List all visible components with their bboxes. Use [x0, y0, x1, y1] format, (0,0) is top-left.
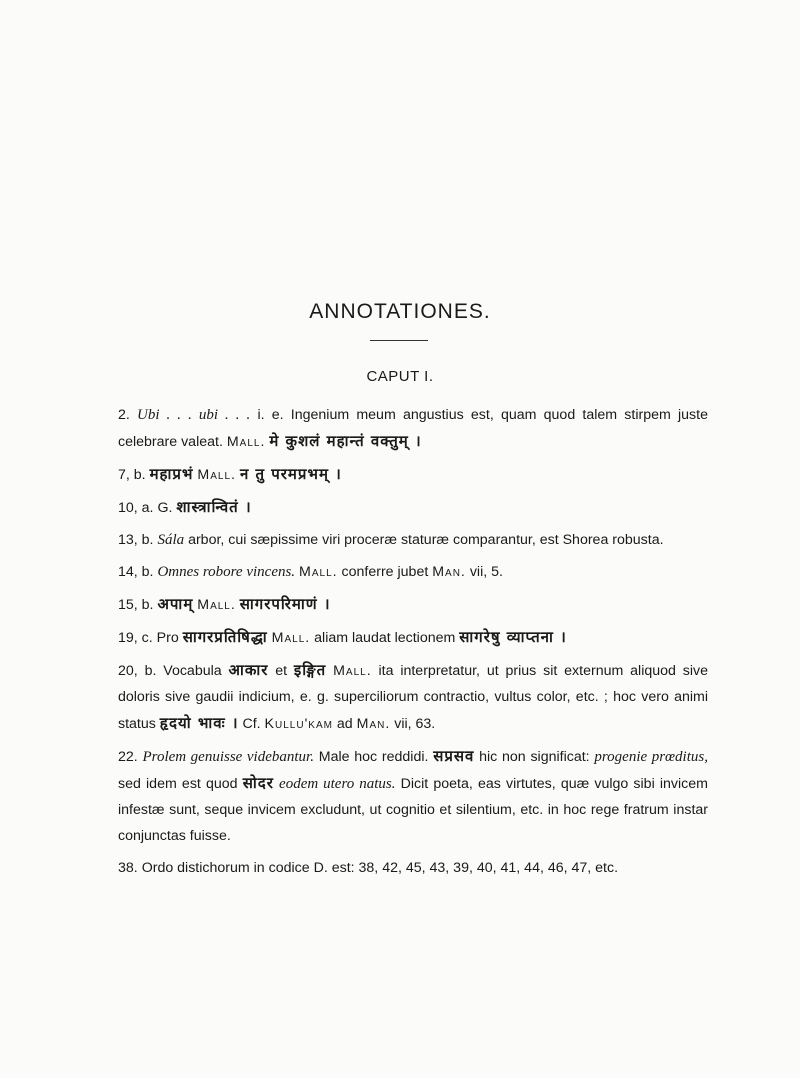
note-text: Vocabula [163, 663, 229, 679]
note-italic-text: Sála [157, 532, 185, 548]
annotation-note [118, 402, 708, 455]
note-sanskrit-text: सोदर [242, 774, 274, 792]
note-ref: 7, b. [118, 467, 146, 483]
note-sanskrit-text: महाप्रभं [149, 465, 194, 483]
note-sanskrit-text: हृदयो भावः । [159, 714, 239, 732]
note-text: Cf. [238, 716, 265, 732]
chapter-heading: CAPUT I. [366, 368, 434, 385]
note-ref: 14, b. [118, 564, 154, 580]
note-text: G. [157, 500, 177, 516]
page-title: ANNOTATIONES. [309, 300, 491, 323]
note-sanskrit-text: न तु परमप्रभम्‌ । [239, 465, 342, 483]
note-text: sed idem est quod [118, 776, 243, 792]
note-sanskrit-text: सागरप्रतिषिद्धा [182, 628, 268, 646]
note-smallcaps-text: Man. [432, 564, 466, 580]
note-sanskrit-text: आकार [228, 661, 269, 679]
note-italic-text: Prolem genuisse videbantur. [142, 749, 314, 765]
annotation-note [118, 494, 708, 521]
title-rule [370, 340, 428, 341]
note-ref: 13, b. [118, 532, 154, 548]
note-text: hic non significat: [474, 749, 595, 765]
note-text: i. e. Ingenium meum angustius est, quam quod talem stirpem juste celebrare valeat. [118, 407, 708, 450]
annotation-note [118, 743, 708, 849]
annotation-note [118, 591, 708, 618]
note-text: Pro [156, 630, 183, 646]
annotation-note [118, 559, 708, 585]
note-text: Ordo distichorum in codice D. est: 38, 42, 45, 43, 39, 40, 41, 44, 46, 47, etc. [141, 860, 619, 876]
note-smallcaps-text: Mall. [226, 434, 266, 450]
note-text: vii, 63. [390, 716, 436, 732]
annotation-note [118, 855, 708, 881]
note-text: aliam laudat lectionem [310, 630, 460, 646]
note-smallcaps-text: Mall. [197, 597, 236, 613]
note-ref: 38. [118, 860, 138, 876]
note-smallcaps-text: Mall. [333, 663, 372, 679]
note-ref: 10, a. [118, 500, 154, 516]
note-italic-text: eodem utero natus. [279, 776, 396, 792]
note-text: conferre jubet [337, 564, 433, 580]
note-ref: 20, b. [118, 663, 157, 679]
note-text: vii, 5. [465, 564, 503, 580]
note-sanskrit-text: सप्रसव [433, 747, 475, 765]
note-ref: 15, b. [118, 597, 154, 613]
note-text: Dicit poeta, eas virtutes, quæ vulgo sibi invicem infestæ sunt, seque invicem excludunt, ut cognitio et silentium, etc. in hoc rege fratrum instar conjunctas fuisse. [118, 776, 708, 844]
note-smallcaps-text: Mall. [271, 630, 311, 646]
note-italic-text: Omnes robore vincens. [157, 564, 296, 580]
note-italic-text: progenie prœditus, [594, 749, 708, 765]
note-smallcaps-text: Kullu'kam [264, 716, 333, 732]
note-smallcaps-text: Mall. [299, 564, 338, 580]
note-text: et [268, 663, 294, 679]
annotation-note [118, 461, 708, 488]
note-italic-text: Ubi . . . ubi . . . [137, 407, 251, 423]
note-text: arbor, cui sæpissime viri proceræ staturæ comparantur, est Shorea robusta. [184, 532, 664, 548]
note-sanskrit-text: शास्त्रान्वितं । [176, 498, 252, 516]
annotation-note [118, 657, 708, 737]
note-smallcaps-text: Man. [356, 716, 391, 732]
note-sanskrit-text: सागरपरिमाणं । [239, 595, 331, 613]
annotation-note [118, 624, 708, 651]
note-sanskrit-text: मे कुशलं महान्तं वक्तुम्‌ । [269, 432, 422, 450]
note-ref: 2. [118, 407, 130, 423]
note-text: Male hoc reddidi. [313, 749, 434, 765]
annotation-list [118, 402, 708, 887]
note-text: ita interpretatur, ut prius sit externum aliquod sive doloris sive gaudii indicium, e. g. superciliorum contractio, vultus color, etc. ; hoc vero animi status [118, 663, 708, 732]
note-sanskrit-text: अपाम् [157, 595, 194, 613]
note-text: ad [332, 716, 357, 732]
annotation-note [118, 527, 708, 553]
note-smallcaps-text: Mall. [197, 467, 236, 483]
note-sanskrit-text: सागरेषु व्याप्तना । [459, 628, 567, 646]
note-ref: 22. [118, 749, 138, 765]
note-sanskrit-text: इङ्गित [293, 661, 327, 679]
note-ref: 19, c. [118, 630, 153, 646]
